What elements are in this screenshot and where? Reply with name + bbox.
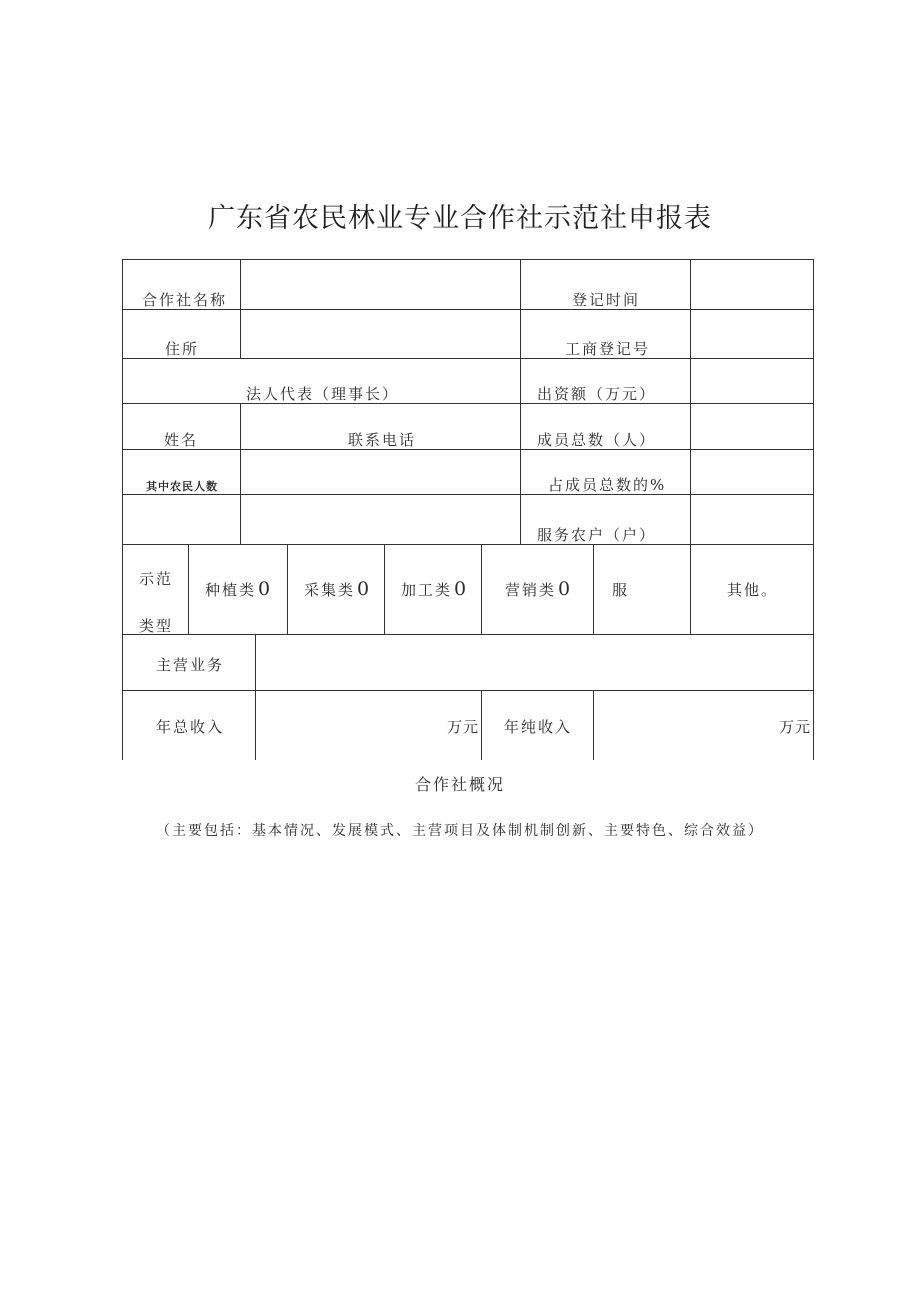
type-planting-label: 种植类 [205, 581, 257, 599]
main-business-label: 主营业务 [156, 656, 225, 674]
type-marketing-zero: 0 [558, 578, 571, 600]
type-planting[interactable] [205, 578, 270, 600]
served-households-label: 服务农户（户） [537, 526, 657, 544]
total-members-field[interactable] [691, 404, 813, 449]
type-processing-zero: 0 [454, 578, 467, 600]
biz-reg-no-label: 工商登记号 [565, 340, 651, 358]
type-processing[interactable] [401, 578, 466, 600]
total-members-label: 成员总数（人） [537, 431, 657, 449]
capital-field[interactable] [691, 359, 813, 403]
net-income-unit: 万元 [779, 718, 812, 736]
table-rule [188, 544, 189, 634]
table-rule [481, 544, 482, 634]
percent-label: 占成员总数的% [548, 476, 667, 494]
biz-reg-no-field[interactable] [691, 310, 813, 358]
address-field[interactable] [241, 310, 520, 358]
coop-name-field[interactable] [241, 260, 520, 309]
form-title: 广东省农民林业专业合作社示范社申报表 [208, 203, 712, 234]
table-rule [384, 544, 385, 634]
table-rule [481, 690, 482, 760]
coop-name-label: 合作社名称 [142, 291, 228, 309]
percent-field[interactable] [691, 450, 813, 494]
net-income-label: 年纯收入 [504, 718, 573, 736]
type-planting-zero: 0 [258, 578, 271, 600]
capital-label: 出资额（万元） [537, 385, 657, 403]
type-marketing-label: 营销类 [505, 581, 557, 599]
type-service[interactable]: 服 [612, 581, 630, 599]
farmer-count-field[interactable] [241, 450, 520, 494]
main-business-field[interactable] [256, 635, 813, 690]
table-rule [813, 259, 814, 760]
annual-revenue-unit: 万元 [447, 718, 480, 736]
address-label: 住所 [165, 340, 200, 358]
legal-rep-label: 法人代表（理事长） [246, 385, 400, 403]
served-households-field[interactable] [691, 495, 813, 544]
annual-revenue-label: 年总收入 [156, 718, 225, 736]
phone-label: 联系电话 [348, 431, 417, 449]
table-rule [690, 544, 691, 634]
table-rule [520, 259, 521, 544]
overview-note: （主要包括：基本情况、发展模式、主营项目及体制机制创新、主要特色、综合效益） [156, 823, 764, 839]
demo-type-label-bottom: 类型 [139, 617, 174, 635]
table-rule [122, 544, 814, 545]
table-rule [287, 544, 288, 634]
type-processing-label: 加工类 [401, 581, 453, 599]
type-collecting-label: 采集类 [304, 581, 356, 599]
type-collecting[interactable] [304, 578, 369, 600]
table-rule [122, 259, 123, 760]
net-income-field[interactable] [594, 691, 778, 760]
table-rule [593, 544, 594, 634]
demo-type-label-top: 示范 [139, 570, 174, 588]
type-collecting-zero: 0 [357, 578, 370, 600]
farmer-count-label: 其中农民人数 [146, 480, 218, 493]
name-label: 姓名 [164, 431, 199, 449]
overview-title: 合作社概况 [414, 775, 505, 794]
type-other[interactable]: 其他。 [727, 581, 779, 599]
type-marketing[interactable] [505, 578, 570, 600]
reg-time-label: 登记时间 [572, 291, 641, 309]
annual-revenue-field[interactable] [256, 691, 446, 760]
reg-time-field[interactable] [691, 260, 813, 309]
